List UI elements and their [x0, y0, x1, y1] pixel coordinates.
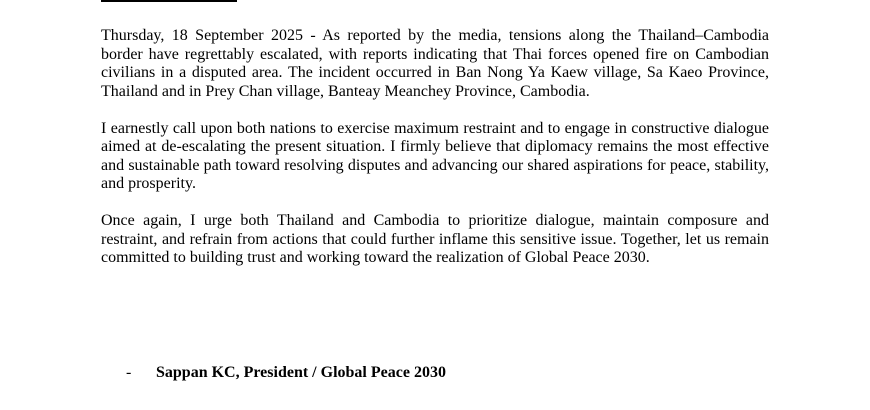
signature-line: [126, 364, 446, 383]
paragraph-incident: Thursday, 18 September 2025 - As reported by the media, tensions along the Thailand–Cambodia border have regrettably escalated, with reports indicating that Thai forces opened fire on Cambodian civilians in a disputed area. The incident occurred in Ban Nong Ya Kaew village, Sa Kaeo Province, Thailand and in Prey Chan village, Banteay Meanchey Province, Cambodia.: [101, 27, 769, 100]
cropped-heading: [101, 0, 237, 2]
statement-body: [101, 27, 769, 286]
paragraph-urge: Once again, I urge both Thailand and Cambodia to prioritize dialogue, maintain composure and restraint, and refrain from actions that could further inflame this sensitive issue. Together, let us remain committed to building trust and working toward the realization of Global Peace 2030.: [101, 212, 769, 266]
signature-bullet: -: [126, 364, 132, 381]
signature-name: Sappan KC, President / Global Peace 2030: [156, 364, 446, 381]
paragraph-appeal: I earnestly call upon both nations to exercise maximum restraint and to engage in constructive dialogue aimed at de-escalating the present situation. I firmly believe that diplomacy remains the most effective and sustainable path toward resolving disputes and advancing our shared aspirations for peace, stability, and prosperity.: [101, 119, 769, 192]
